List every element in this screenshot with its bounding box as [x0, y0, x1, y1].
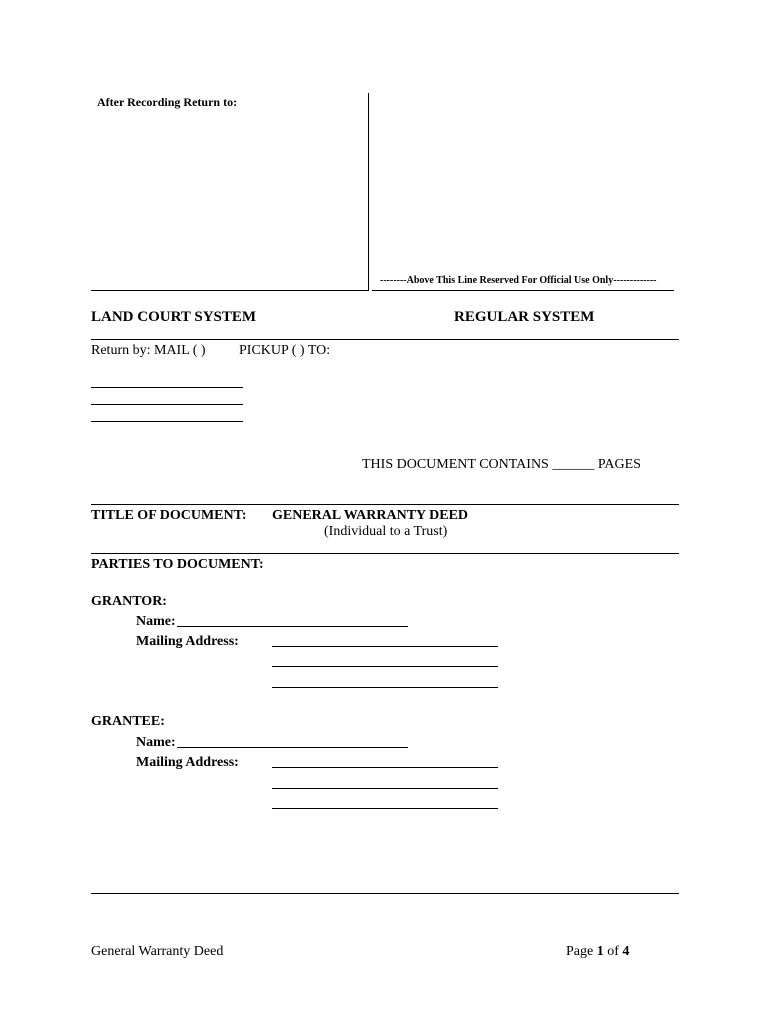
page-prefix: Page — [566, 944, 597, 959]
grantee-address-line-2[interactable] — [272, 788, 498, 789]
grantee-heading: GRANTEE: — [91, 714, 165, 729]
title-top-divider — [91, 504, 679, 505]
title-of-document-label: TITLE OF DOCUMENT: — [91, 508, 247, 523]
document-subtitle: (Individual to a Trust) — [324, 524, 448, 539]
return-by-pickup: PICKUP ( ) TO: — [239, 343, 331, 358]
grantor-address-label: Mailing Address: — [136, 634, 239, 649]
page-indicator — [566, 944, 629, 960]
grantor-heading: GRANTOR: — [91, 594, 167, 609]
return-address-line-2[interactable] — [91, 404, 243, 405]
grantor-address-line-1[interactable] — [272, 646, 498, 647]
footer-divider — [91, 893, 679, 894]
grantee-name-line[interactable] — [177, 747, 408, 748]
grantor-name-label: Name: — [136, 614, 176, 629]
title-bottom-divider — [91, 553, 679, 554]
land-court-system-label: LAND COURT SYSTEM — [91, 309, 257, 325]
systems-divider — [91, 339, 679, 340]
page-of: of — [603, 944, 623, 959]
grantee-address-line-1[interactable] — [272, 767, 498, 768]
regular-system-label: REGULAR SYSTEM — [454, 309, 595, 325]
return-address-line-3[interactable] — [91, 421, 243, 422]
grantee-address-line-3[interactable] — [272, 808, 498, 809]
grantee-address-label: Mailing Address: — [136, 755, 239, 770]
return-address-line-1[interactable] — [91, 387, 243, 388]
return-to-label: After Recording Return to: — [97, 95, 238, 109]
recording-box-bottom-line — [91, 290, 369, 291]
recording-box-divider — [368, 93, 369, 291]
grantee-name-label: Name: — [136, 735, 176, 750]
grantor-name-line[interactable] — [177, 626, 408, 627]
grantor-address-line-2[interactable] — [272, 666, 498, 667]
grantor-address-line-3[interactable] — [272, 687, 498, 688]
footer-document-name: General Warranty Deed — [91, 944, 224, 959]
document-title: GENERAL WARRANTY DEED — [272, 508, 469, 523]
page-count-line: THIS DOCUMENT CONTAINS ______ PAGES — [362, 457, 641, 472]
reserved-line — [372, 290, 674, 291]
page-number: 1 — [596, 944, 604, 959]
return-by-mail: Return by: MAIL ( ) — [91, 343, 206, 358]
parties-label: PARTIES TO DOCUMENT: — [91, 557, 264, 572]
reserved-note: --------Above This Line Reserved For Official Use Only------------- — [380, 275, 657, 286]
page-total: 4 — [622, 944, 630, 959]
